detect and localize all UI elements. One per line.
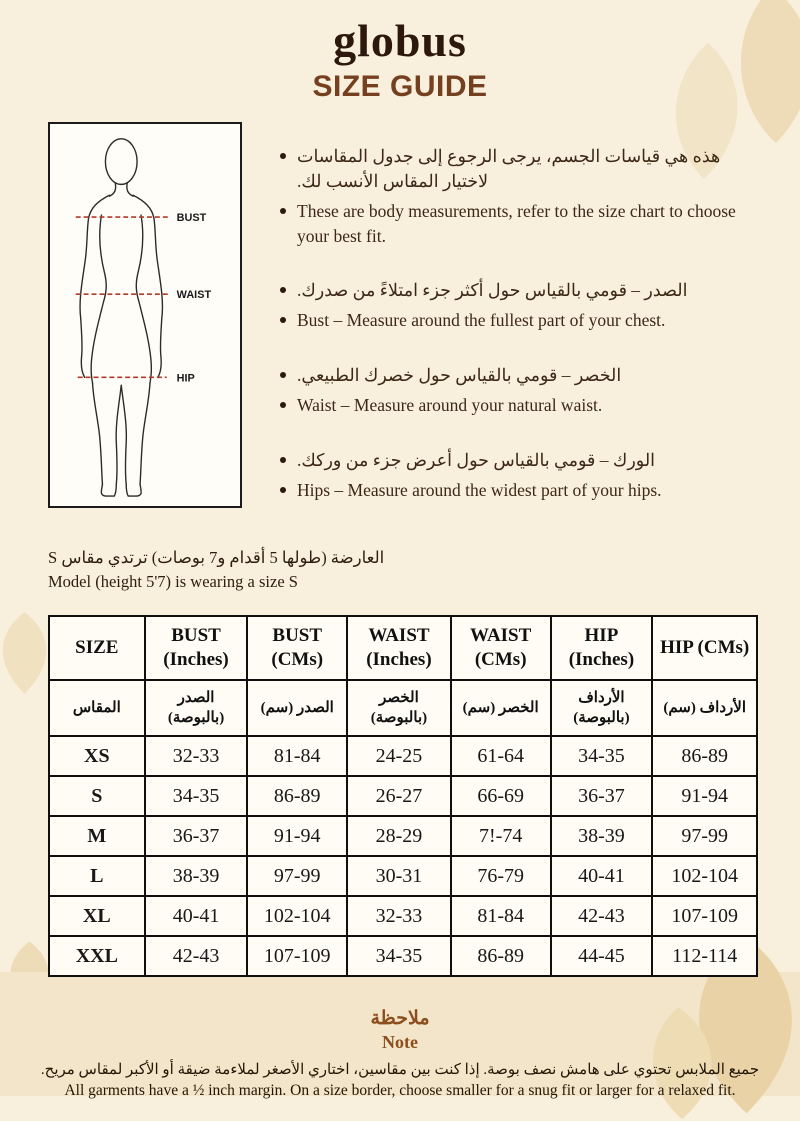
body-figure-diagram (48, 122, 242, 508)
table-cell: 40-41 (145, 896, 248, 936)
header-bust-cms: BUST (CMs) (247, 616, 347, 680)
table-cell: 91-94 (247, 816, 347, 856)
table-cell: 76-79 (451, 856, 551, 896)
table-cell: 61-64 (451, 736, 551, 776)
table-cell: 30-31 (347, 856, 451, 896)
table-cell: 102-104 (652, 856, 757, 896)
bust-line-label: BUST (176, 211, 207, 224)
table-cell: 107-109 (247, 936, 347, 976)
table-cell: 102-104 (247, 896, 347, 936)
bullet-icon (280, 457, 286, 463)
instruction-group-bust (280, 278, 760, 333)
table-cell: XXL (49, 936, 145, 976)
instruction-item-ar (280, 144, 760, 194)
instruction-group-hip (280, 448, 760, 503)
header-waist-cms-ar: الخصر (سم) (451, 680, 551, 736)
table-row (49, 896, 757, 936)
table-cell: 28-29 (347, 816, 451, 856)
table-cell: 42-43 (145, 936, 248, 976)
instruction-text-ar: الصدر – قومي بالقياس حول أكثر جزء امتلاءً من صدرك. (297, 280, 688, 301)
bullet-icon (280, 208, 286, 214)
table-cell: S (49, 776, 145, 816)
instruction-item-en (280, 478, 760, 503)
table-row (49, 736, 757, 776)
table-header-row-ar (49, 680, 757, 736)
table-cell: 97-99 (247, 856, 347, 896)
header-bust-cms-ar: الصدر (سم) (247, 680, 347, 736)
bullet-icon (280, 287, 286, 293)
model-size-note-en: Model (height 5'7) is wearing a size S (48, 572, 298, 592)
instructions-list (280, 122, 760, 532)
instruction-item-en (280, 199, 760, 249)
model-size-note-ar: العارضة (طولها 5 أقدام و7 بوصات) ترتدي مقاس S (48, 548, 385, 568)
table-cell: 34-35 (347, 936, 451, 976)
instruction-text-en: Hips – Measure around the widest part of your hips. (297, 479, 662, 500)
header-waist-inches-ar: الخصر (بالبوصة) (347, 680, 451, 736)
instruction-item-ar (280, 363, 760, 388)
hip-line-label: HIP (176, 372, 195, 385)
table-row (49, 856, 757, 896)
page-title: SIZE GUIDE (312, 70, 488, 103)
bullet-icon (280, 487, 286, 493)
instruction-text-en: These are body measurements, refer to the size chart to choose your best fit. (297, 200, 736, 246)
instruction-item-en (280, 308, 760, 333)
measurement-section (0, 104, 800, 532)
instruction-text-ar: الورك – قومي بالقياس حول أعرض جزء من وركك. (297, 449, 656, 470)
bullet-icon (280, 153, 286, 159)
note-heading-en: Note (382, 1032, 418, 1053)
table-cell: 38-39 (145, 856, 248, 896)
instruction-item-ar (280, 448, 760, 473)
header-waist-inches: WAIST (Inches) (347, 616, 451, 680)
waist-line-label: WAIST (176, 289, 212, 302)
table-cell: 24-25 (347, 736, 451, 776)
note-section (0, 977, 800, 1100)
table-cell: 7!-74 (451, 816, 551, 856)
bullet-icon (280, 317, 286, 323)
instruction-text-en: Bust – Measure around the fullest part of your chest. (297, 310, 666, 331)
bullet-icon (280, 372, 286, 378)
instruction-item-en (280, 393, 760, 418)
table-row (49, 776, 757, 816)
table-cell: M (49, 816, 145, 856)
bullet-icon (280, 402, 286, 408)
table-cell: 81-84 (247, 736, 347, 776)
table-cell: XL (49, 896, 145, 936)
instruction-text-ar: الخصر – قومي بالقياس حول خصرك الطبيعي. (297, 365, 622, 386)
header-size: SIZE (49, 616, 145, 680)
table-cell: 44-45 (551, 936, 653, 976)
body-figure-illustration (50, 124, 240, 506)
table-cell: 26-27 (347, 776, 451, 816)
header-bust-inches: BUST (Inches) (145, 616, 248, 680)
table-row (49, 936, 757, 976)
table-cell: 86-89 (451, 936, 551, 976)
instruction-text-en: Waist – Measure around your natural waist. (297, 394, 603, 415)
header-waist-cms: WAIST (CMs) (451, 616, 551, 680)
table-cell: 34-35 (551, 736, 653, 776)
instruction-item-ar (280, 278, 760, 303)
note-body-en: All garments have a ½ inch margin. On a size border, choose smaller for a snug fit or larger for a relaxed fit. (64, 1082, 736, 1100)
instruction-group-general (280, 144, 760, 248)
instruction-group-waist (280, 363, 760, 418)
table-cell: 36-37 (145, 816, 248, 856)
header-hip-cms-ar: الأرداف (سم) (652, 680, 757, 736)
header-hip-cms: HIP (CMs) (652, 616, 757, 680)
table-row (49, 816, 757, 856)
table-cell: 66-69 (451, 776, 551, 816)
brand-logo: globus (333, 15, 467, 66)
table-cell: XS (49, 736, 145, 776)
instruction-text-ar: هذه هي قياسات الجسم، يرجى الرجوع إلى جدول المقاسات لاختيار المقاس الأنسب لك. (297, 146, 721, 191)
table-cell: 36-37 (551, 776, 653, 816)
model-size-note (0, 532, 800, 593)
table-cell: 40-41 (551, 856, 653, 896)
size-chart-table (48, 615, 758, 977)
table-header-row-en (49, 616, 757, 680)
table-cell: 32-33 (347, 896, 451, 936)
table-cell: 38-39 (551, 816, 653, 856)
table-cell: 107-109 (652, 896, 757, 936)
table-cell: 112-114 (652, 936, 757, 976)
table-cell: 86-89 (652, 736, 757, 776)
header-bust-inches-ar: الصدر (بالبوصة) (145, 680, 248, 736)
table-cell: 81-84 (451, 896, 551, 936)
header-hip-inches-ar: الأرداف (بالبوصة) (551, 680, 653, 736)
header-hip-inches: HIP (Inches) (551, 616, 653, 680)
header-size-ar: المقاس (49, 680, 145, 736)
table-cell: 34-35 (145, 776, 248, 816)
table-cell: 91-94 (652, 776, 757, 816)
table-cell: 97-99 (652, 816, 757, 856)
note-body-ar: جميع الملابس تحتوي على هامش نصف بوصة. إذا كنت بين مقاسين، اختاري الأصغر لملاءمة ضيقة أو الأكبر لمقاس مريح. (40, 1062, 760, 1079)
table-cell: 32-33 (145, 736, 248, 776)
table-cell: 42-43 (551, 896, 653, 936)
table-cell: L (49, 856, 145, 896)
note-heading-ar: ملاحظة (370, 1008, 430, 1030)
table-cell: 86-89 (247, 776, 347, 816)
